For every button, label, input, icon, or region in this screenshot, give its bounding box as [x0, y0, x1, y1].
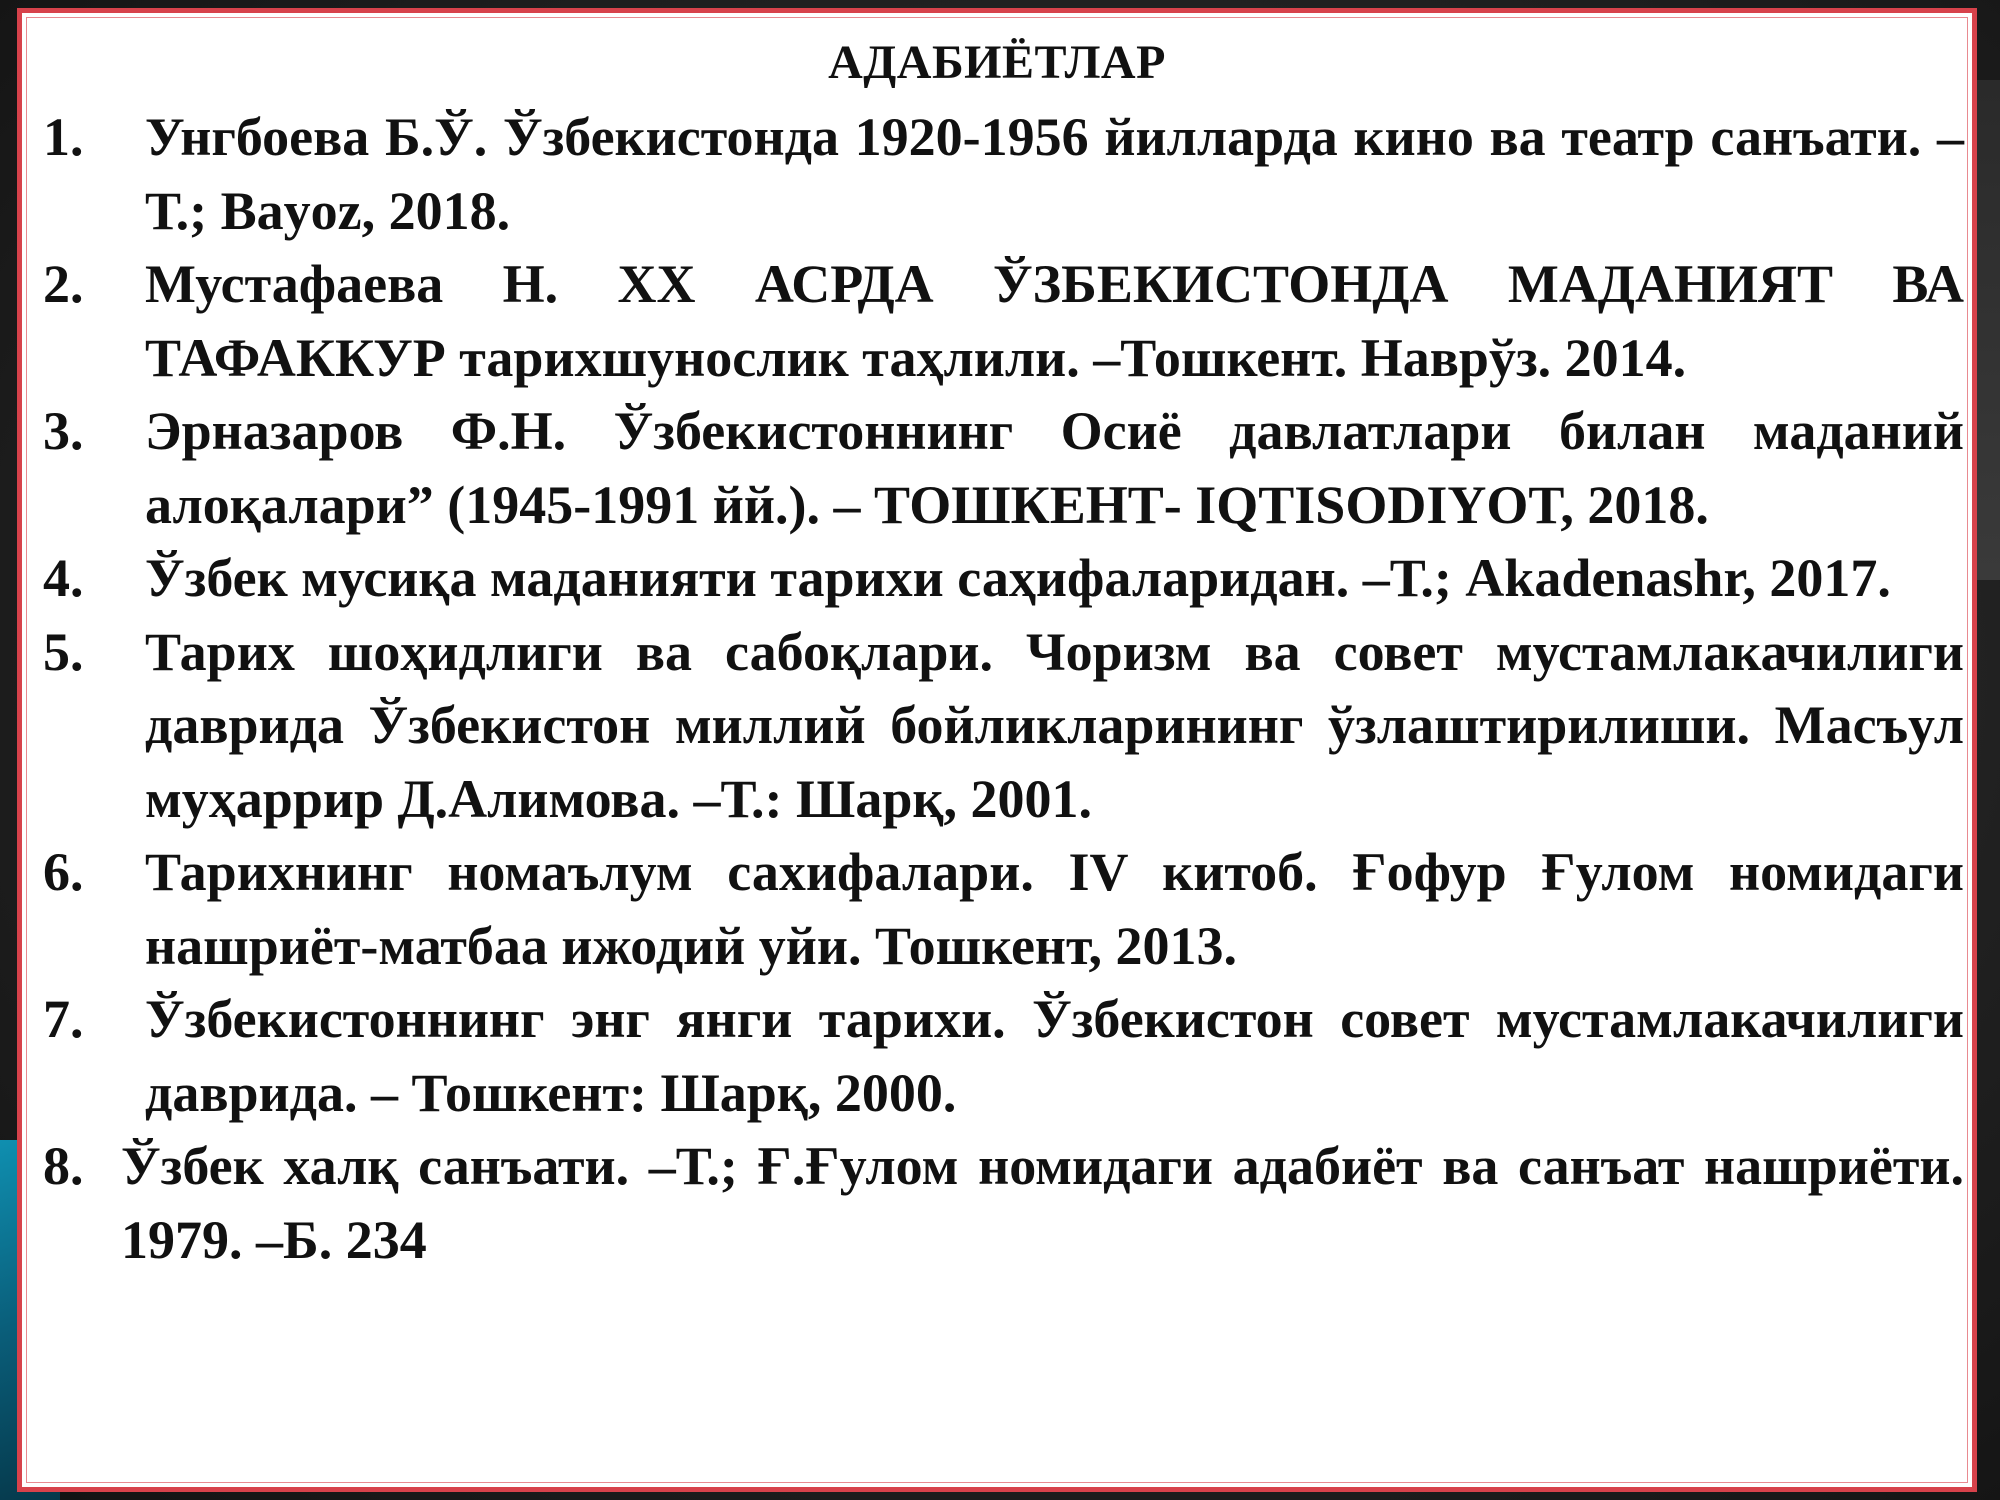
reference-text: Ўзбек мусиқа маданияти тарихи саҳифаларидан. –Т.; Akadenashr, 2017. — [145, 548, 1891, 608]
reference-item — [43, 542, 1967, 616]
reference-text: Мустафаева Н. ХХ АСРДА ЎЗБЕКИСТОНДА МАДАНИЯТ ВА ТАФАККУР тарихшунослик таҳлили. –Тошкент. Наврўз. 2014. — [145, 254, 1964, 388]
reference-text: Тарихнинг номаълум сахифалари. IV китоб. Ғофур Ғулом номидаги нашриёт-матбаа ижодий уйи. Тошкент, 2013. — [145, 842, 1964, 976]
reference-item — [43, 616, 1967, 837]
reference-number: 2. — [43, 254, 84, 314]
reference-text: Ўзбекистоннинг энг янги тарихи. Ўзбекистон совет мустамлакачилиги даврида. – Тошкент: Шарқ, 2000. — [145, 989, 1964, 1123]
reference-text: Тарих шоҳидлиги ва сабоқлари. Чоризм ва совет мустамлакачилиги даврида Ўзбекистон миллий бойликларининг ўзлаштирилиши. Масъул муҳаррир Д.Алимова. –Т.: Шарқ, 2001. — [145, 621, 1964, 829]
reference-number: 4. — [43, 548, 84, 608]
reference-list — [43, 101, 1967, 1277]
reference-number: 7. — [43, 989, 84, 1049]
reference-item — [43, 101, 1967, 248]
reference-number: 6. — [43, 842, 84, 902]
reference-number: 3. — [43, 401, 84, 461]
reference-number: 8. — [43, 1136, 84, 1196]
reference-item — [43, 248, 1967, 395]
reference-text: Унгбоева Б.Ў. Ўзбекистонда 1920-1956 йилларда кино ва театр санъати. –Т.; Bayoz, 2018. — [145, 107, 1964, 241]
reference-item — [43, 983, 1967, 1130]
reference-number: 1. — [43, 107, 84, 167]
slide-title: АДАБИЁТЛАР — [828, 36, 1166, 89]
reference-item — [43, 1130, 1967, 1277]
reference-item — [43, 395, 1967, 542]
reference-text: Ўзбек халқ санъати. –Т.; Ғ.Ғулом номидаги адабиёт ва санъат нашриёти. 1979. –Б. 234 — [121, 1136, 1964, 1270]
slide — [17, 8, 1977, 1492]
reference-number: 5. — [43, 621, 84, 682]
reference-text: Эрназаров Ф.Н. Ўзбекистоннинг Осиё давлатлари билан маданий алоқалари” (1945-1991 йй.). – ТОШКЕНТ- IQTISODIYOT, 2018. — [145, 401, 1964, 535]
reference-item — [43, 836, 1967, 983]
